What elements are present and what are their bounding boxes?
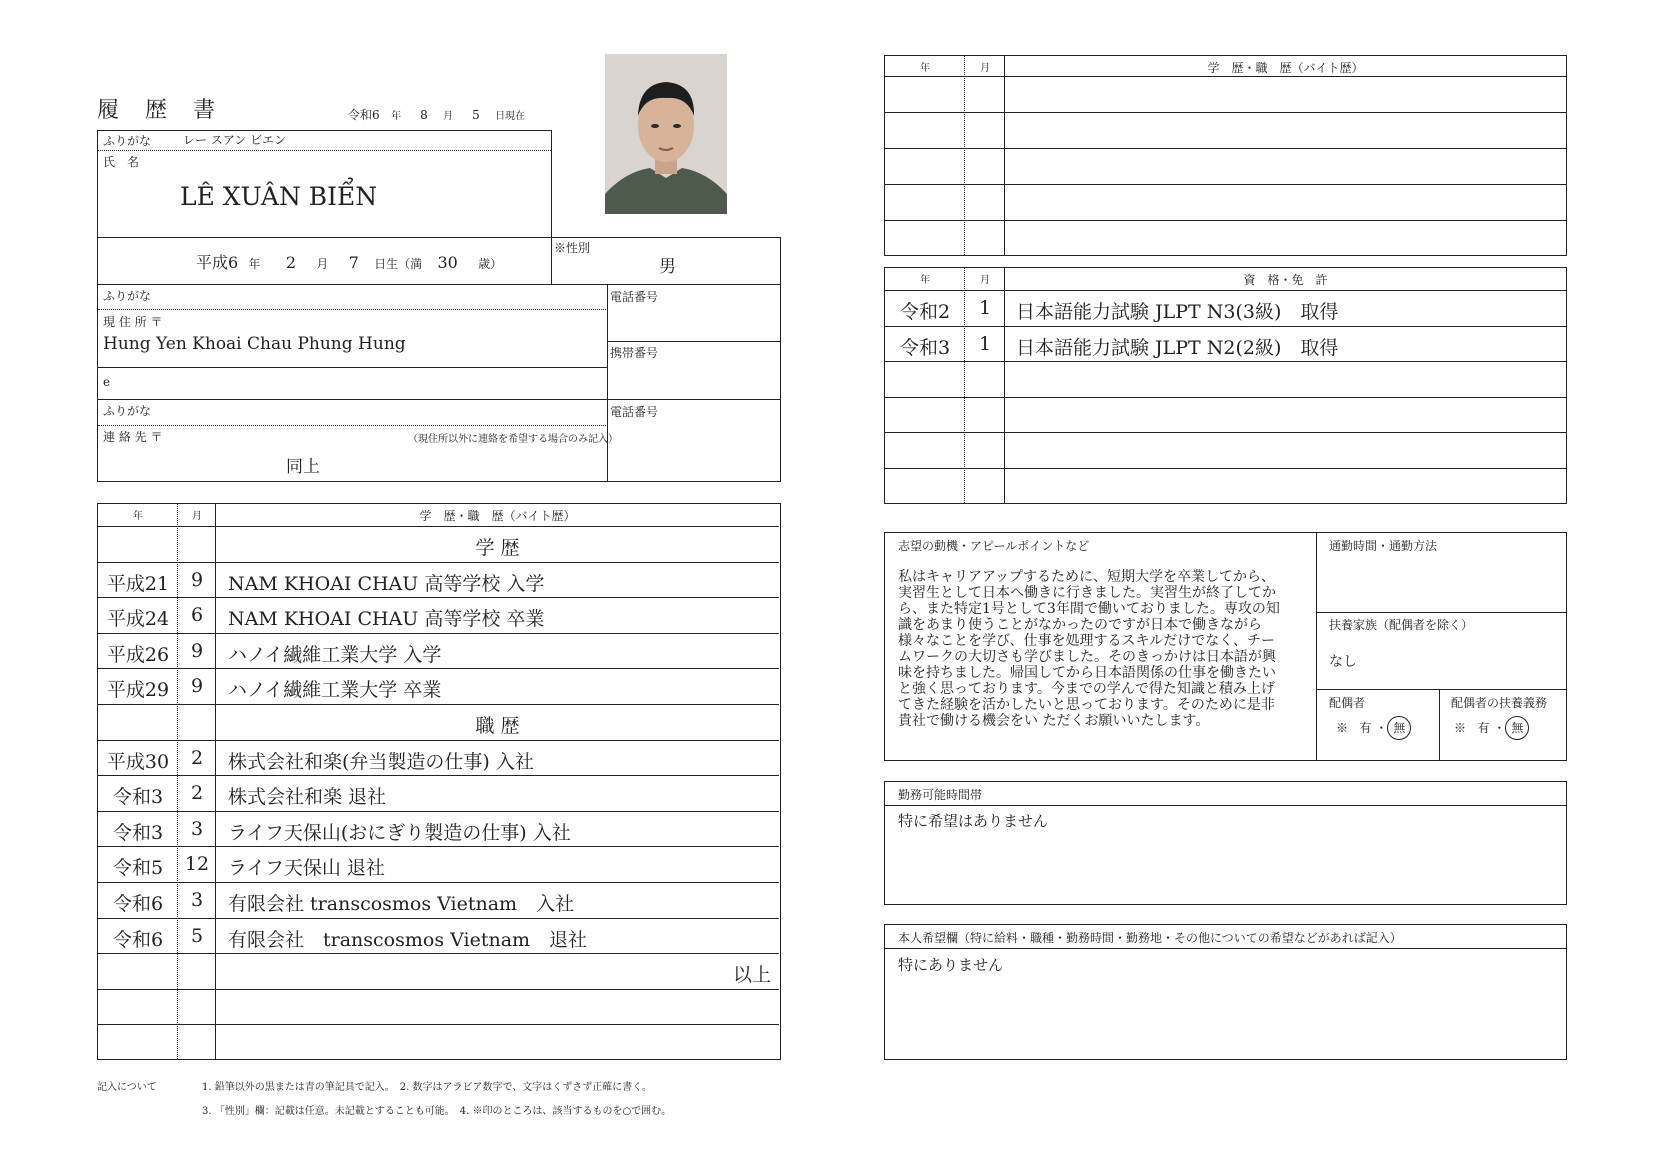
history-text: 職 歴 bbox=[475, 715, 520, 737]
history2-header-text: 学 歴・職 歴（バイト歴） bbox=[1207, 61, 1364, 75]
history-year: 平成29 bbox=[106, 679, 170, 702]
history2-header-year: 年 bbox=[920, 63, 930, 74]
mobile-label: 携帯番号 bbox=[610, 346, 659, 360]
motivation-line: ら、また特定1号として3年間で働いておりました。専攻の知 bbox=[898, 601, 1280, 617]
applicant-photo bbox=[605, 54, 727, 214]
history2-row-line bbox=[885, 112, 1566, 113]
history-header-year: 年 bbox=[133, 511, 143, 522]
history-row-line bbox=[98, 882, 779, 883]
spouse-selected-circle: 無 bbox=[1387, 716, 1411, 740]
history-text: NAM KHOAI CHAU 高等学校 卒業 bbox=[228, 608, 545, 631]
history-text: ハノイ繊維工業大学 卒業 bbox=[228, 679, 442, 702]
license-row-line bbox=[885, 468, 1566, 469]
name-label: 氏 名 bbox=[103, 155, 140, 169]
contact-furigana-label: ふりがな bbox=[103, 404, 152, 418]
license-year: 令和3 bbox=[899, 336, 951, 359]
history-text: NAM KHOAI CHAU 高等学校 入学 bbox=[228, 572, 545, 595]
notes-label: 記入について bbox=[97, 1082, 157, 1093]
history-row-line bbox=[98, 846, 779, 847]
history-row-line bbox=[98, 668, 779, 669]
contact-value: 同上 bbox=[286, 457, 320, 477]
spouse-support-label: 配偶者の扶養義務 bbox=[1451, 696, 1548, 710]
email-label: e bbox=[103, 375, 111, 389]
history-month: 2 bbox=[190, 746, 204, 769]
motivation-line: と強く思っております。今までの学んで得た知識と積み上げ bbox=[898, 681, 1275, 697]
license-row-line bbox=[885, 432, 1566, 433]
history-row-line bbox=[98, 597, 779, 598]
date-current: 令和6 年 8 月 5 日現在 bbox=[348, 108, 526, 122]
work-hours-value: 特に希望はありません bbox=[898, 812, 1049, 830]
license-row-line bbox=[885, 326, 1566, 327]
license-text: 日本語能力試験 JLPT N2(2級) 取得 bbox=[1016, 336, 1339, 359]
spouse-support-options: ※ 有 ・ 無 bbox=[1454, 716, 1529, 740]
history-row-line bbox=[98, 989, 779, 990]
license-month: 1 bbox=[978, 297, 992, 319]
gender-value: 男 bbox=[659, 257, 676, 277]
license-month: 1 bbox=[978, 332, 992, 355]
history-text: 学 歴 bbox=[475, 537, 520, 559]
history2-sep-year bbox=[964, 56, 965, 255]
history2-header-month: 月 bbox=[980, 63, 990, 74]
history-text: ライフ天保山 退社 bbox=[228, 857, 385, 880]
history-text: 株式会社和楽(弁当製造の仕事) 入社 bbox=[228, 750, 534, 773]
license-year: 令和2 bbox=[899, 301, 951, 323]
history-year: 平成26 bbox=[106, 643, 170, 666]
history-row-line bbox=[98, 918, 779, 919]
history-month: 3 bbox=[190, 889, 204, 911]
license-header-year: 年 bbox=[920, 275, 930, 286]
page-title: 履 歴 書 bbox=[97, 98, 218, 123]
work-hours-label: 勤務可能時間帯 bbox=[898, 788, 983, 802]
address-label: 現 住 所 〒 bbox=[103, 315, 163, 329]
history-row-line bbox=[98, 740, 779, 741]
history-month: 3 bbox=[190, 817, 204, 840]
contact-phone-label: 電話番号 bbox=[610, 405, 659, 419]
history-row-line bbox=[98, 811, 779, 812]
history-year: 令和6 bbox=[112, 893, 164, 915]
history-text: ライフ天保山(おにぎり製造の仕事) 入社 bbox=[228, 821, 571, 844]
motivation-line: 私はキャリアアップするために、短期大学を卒業してから、 bbox=[898, 569, 1276, 585]
history-row-line bbox=[98, 953, 779, 954]
motivation-line: 様々なことを学び、仕事を処理するスキルだけでなく、チー bbox=[898, 633, 1276, 649]
motivation-line: 貴社で働ける機会をい ただくお願いいたします。 bbox=[898, 713, 1210, 729]
history2-row-line bbox=[885, 148, 1566, 149]
motivation-label: 志望の動機・アピールポイントなど bbox=[898, 539, 1090, 553]
license-row-line bbox=[885, 361, 1566, 362]
spouse-label: 配偶者 bbox=[1329, 696, 1366, 710]
license-row-line bbox=[885, 290, 1566, 291]
history-table bbox=[97, 503, 781, 1060]
history-month: 2 bbox=[190, 782, 204, 805]
history-row-line bbox=[98, 562, 779, 563]
license-header-month: 月 bbox=[980, 275, 990, 286]
license-table bbox=[884, 267, 1567, 504]
history-text: 有限会社 transcosmos Vietnam 入社 bbox=[228, 893, 575, 915]
history-month: 5 bbox=[190, 924, 204, 947]
license-text: 日本語能力試験 JLPT N3(3級) 取得 bbox=[1016, 301, 1339, 323]
notes-line-2: 3. 「性別」欄：記載は任意。未記載とすることも可能。 4. ※印のところは、該当するものを○で囲む。 bbox=[202, 1106, 672, 1117]
history-row-line bbox=[98, 633, 779, 634]
history-month: 12 bbox=[184, 853, 210, 876]
history2-row-line bbox=[885, 184, 1566, 185]
history-text: 以上 bbox=[732, 964, 771, 987]
address-furigana-label: ふりがな bbox=[103, 289, 152, 303]
history-text: 有限会社 transcosmos Vietnam 退社 bbox=[228, 928, 588, 951]
spouse-options: ※ 有 ・ 無 bbox=[1336, 716, 1411, 740]
motivation-line: てきた経験を活かしたいと思っております。そのために是非 bbox=[898, 697, 1275, 713]
motivation-line: 識をあまり使うことがなかったのですが日本で働きながら bbox=[898, 617, 1262, 633]
license-header-text: 資 格・免 許 bbox=[1243, 273, 1328, 287]
history-month: 9 bbox=[190, 639, 204, 662]
phone-label: 電話番号 bbox=[610, 290, 659, 304]
history2-row-line bbox=[885, 76, 1566, 77]
birth-date: 平成6 年 2 月 7 日生（満 30 歳） bbox=[196, 253, 503, 272]
history-continued-table bbox=[884, 55, 1567, 256]
history-year: 令和3 bbox=[112, 786, 164, 809]
motivation-line: ムワークの大切さも学びました。そのきっかけは日本語が興 bbox=[898, 649, 1276, 665]
history-row-line bbox=[98, 1024, 779, 1025]
history-month: 9 bbox=[190, 568, 204, 591]
notes-line-1: 1. 鉛筆以外の黒または青の筆記具で記入。 2. 数字はアラビア数字で、文字はくずさず正確に書く。 bbox=[202, 1082, 653, 1093]
motivation-line: 味を持ちました。帰国してから日本語関係の仕事を働きたい bbox=[898, 665, 1276, 681]
motivation-text bbox=[898, 569, 1280, 729]
name-furigana-label: ふりがな bbox=[103, 134, 152, 148]
history-month: 6 bbox=[190, 604, 204, 627]
history-year: 令和5 bbox=[112, 857, 164, 880]
contact-label: 連 絡 先 〒 bbox=[103, 430, 163, 444]
history-text: ハノイ繊維工業大学 入学 bbox=[228, 643, 442, 666]
history-month: 9 bbox=[190, 675, 204, 698]
history-text: 株式会社和楽 退社 bbox=[228, 786, 387, 809]
history2-row-line bbox=[885, 220, 1566, 221]
wishes-label: 本人希望欄（特に給料・職種・勤務時間・勤務地・その他についての希望などがあれば記入） bbox=[898, 931, 1402, 945]
history-year: 平成24 bbox=[106, 608, 170, 631]
work-hours-box bbox=[884, 781, 1567, 905]
spouse-support-selected-circle: 無 bbox=[1505, 716, 1529, 740]
license-row-line bbox=[885, 397, 1566, 398]
history-header-text: 学 歴・職 歴（バイト歴） bbox=[419, 509, 576, 523]
history-year: 平成30 bbox=[106, 750, 170, 773]
name-furigana: レー スアン ビエン bbox=[183, 133, 287, 147]
commute-label: 通勤時間・通勤方法 bbox=[1329, 539, 1438, 553]
history-header-month: 月 bbox=[192, 511, 202, 522]
motivation-line: 実習生として日本へ働きに行きました。実習生が終了してか bbox=[898, 585, 1276, 601]
history-row-line bbox=[98, 704, 779, 705]
wishes-value: 特にありません bbox=[898, 956, 1004, 974]
dependents-value: なし bbox=[1329, 654, 1357, 670]
history2-sep-month bbox=[1004, 56, 1005, 255]
history-year: 平成21 bbox=[106, 572, 170, 595]
history-row-line bbox=[98, 526, 779, 527]
history-row-line bbox=[98, 775, 779, 776]
contact-note: （現住所以外に連絡を希望する場合のみ記入） bbox=[408, 434, 618, 445]
address-value: Hung Yen Khoai Chau Phung Hung bbox=[103, 334, 406, 354]
gender-label: ※性別 bbox=[554, 241, 591, 255]
history-year: 令和3 bbox=[112, 821, 164, 844]
name-value: LÊ XUÂN BIỂN bbox=[180, 182, 378, 211]
history-year: 令和6 bbox=[112, 928, 164, 951]
dependents-label: 扶養家族（配偶者を除く） bbox=[1329, 618, 1474, 632]
